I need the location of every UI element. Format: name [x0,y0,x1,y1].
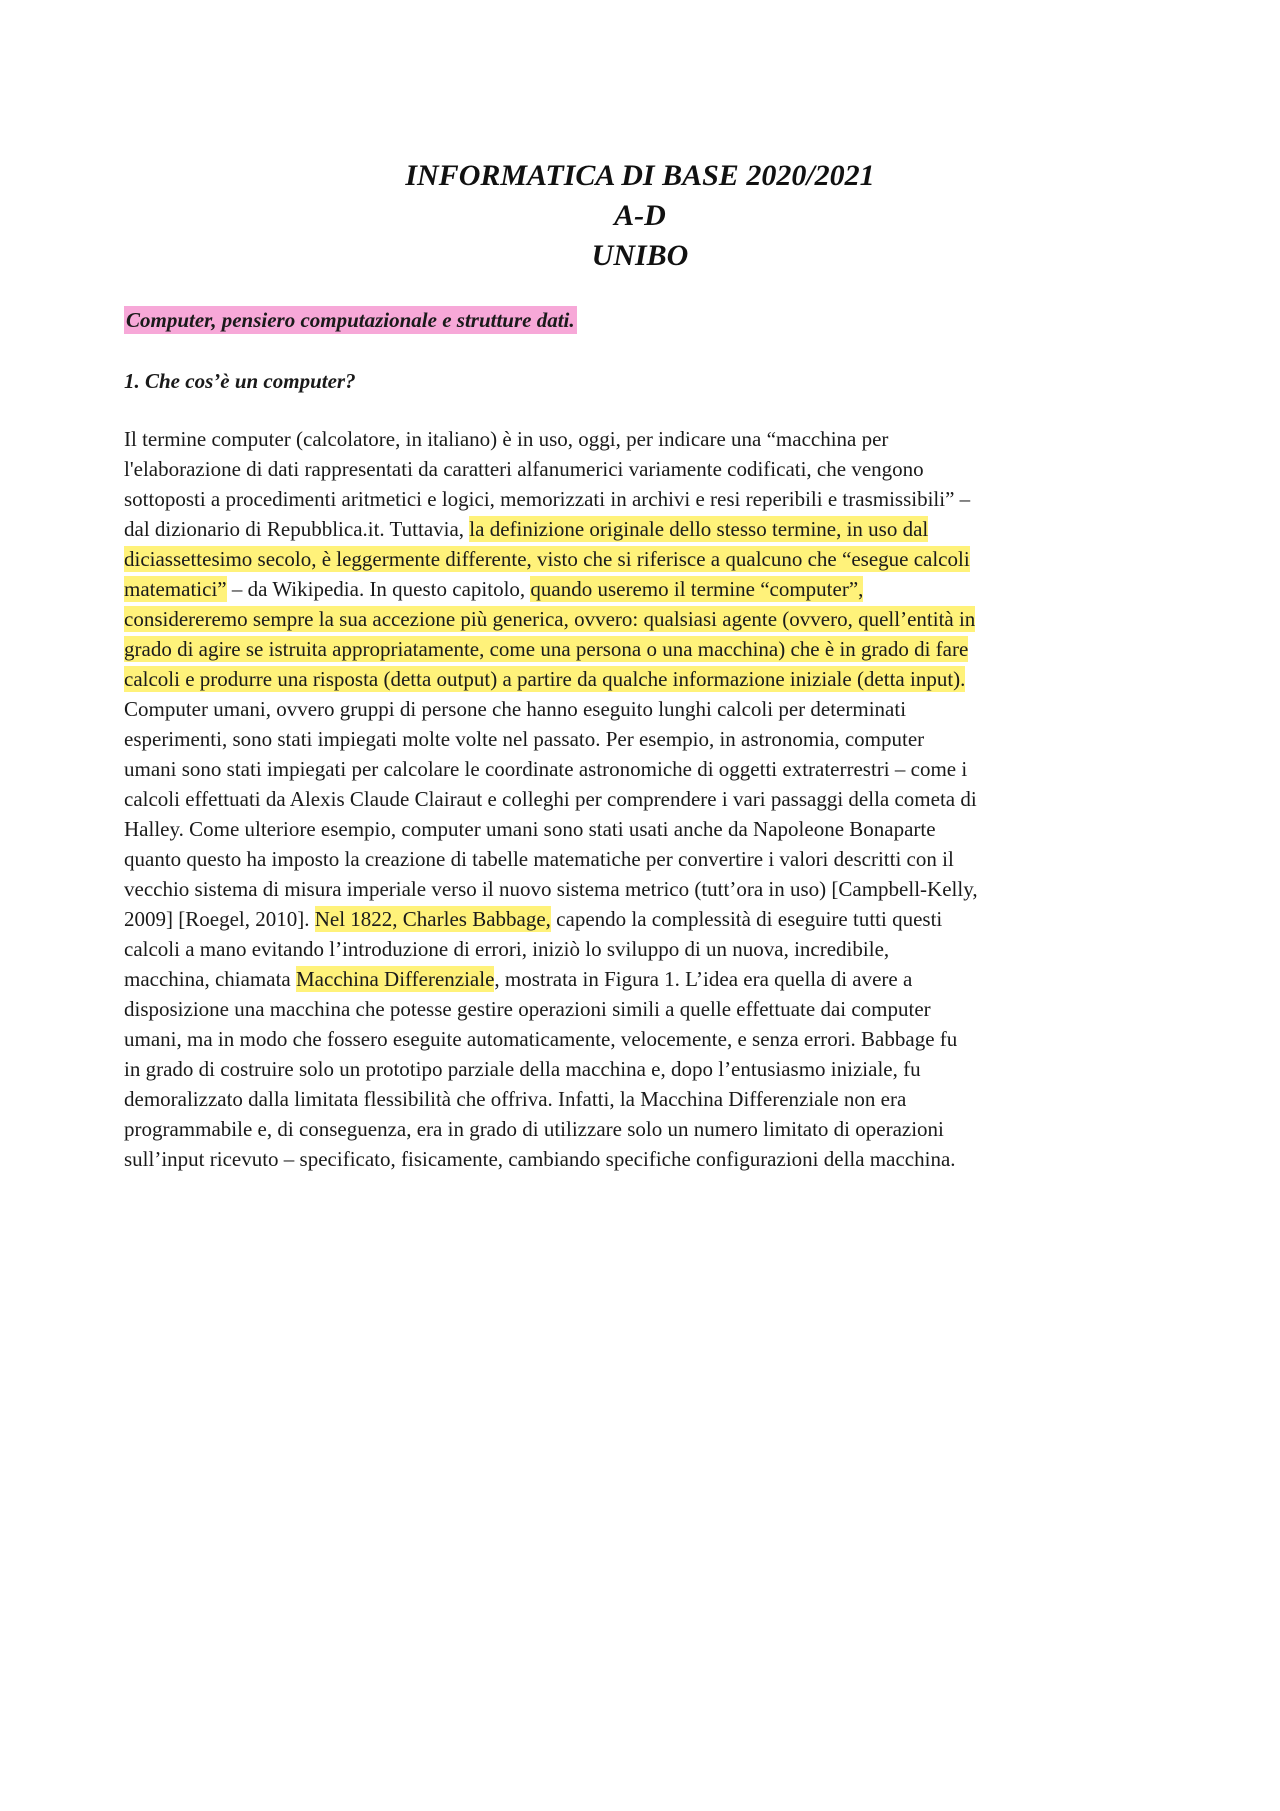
subheading: 1. Che cos’è un computer? [124,369,356,393]
text-run: esperimenti, sono stati impiegati molte volte nel passato. Per esempio, in astronomia, computer [124,727,925,751]
paragraph-line [124,1114,1164,1144]
paragraph-line [124,544,1164,574]
text-run: Computer umani, ovvero gruppi di persone che hanno eseguito lunghi calcoli per determinati [124,697,907,721]
body-paragraph [124,424,1164,1174]
paragraph-line [124,874,1164,904]
text-run: l'elaborazione di dati rappresentati da caratteri alfanumerici variamente codificati, che vengono [124,457,924,481]
text-run: sottoposti a procedimenti aritmetici e logici, memorizzati in archivi e resi reperibili e trasmissibili” – [124,487,971,511]
text-run: quanto questo ha imposto la creazione di tabelle matematiche per convertire i valori descritti con il [124,847,954,871]
text-run: Il termine computer (calcolatore, in italiano) è in uso, oggi, per indicare una “macchina per [124,427,889,451]
text-run: calcoli a mano evitando l’introduzione di errori, iniziò lo sviluppo di un nuova, incredibile, [124,937,890,961]
text-run: Halley. Come ulteriore esempio, computer umani sono stati usati anche da Napoleone Bonaparte [124,817,936,841]
text-run: – da Wikipedia. In questo capitolo, [226,577,531,601]
highlighted-text: calcoli e produrre una risposta (detta output) a partire da qualche informazione iniziale (detta input). [124,667,966,691]
highlighted-text: matematici” [124,577,227,601]
paragraph-line [124,664,1164,694]
highlighted-text: Macchina Differenziale [296,967,495,991]
paragraph-line [124,754,1164,784]
text-run: programmabile e, di conseguenza, era in grado di utilizzare solo un numero limitato di operazioni [124,1117,944,1141]
highlighted-text: considereremo sempre la sua accezione più generica, ovvero: qualsiasi agente (ovvero, quell’entità in [124,607,976,631]
paragraph-line [124,694,1164,724]
paragraph-line [124,454,1164,484]
paragraph-line [124,424,1164,454]
paragraph-line [124,994,1164,1024]
text-run: umani, ma in modo che fossero eseguite automaticamente, velocemente, e senza errori. Babbage fu [124,1027,958,1051]
section-heading [124,305,577,335]
paragraph-line [124,904,1164,934]
title-line-university: UNIBO [591,239,689,272]
paragraph-line [124,574,1164,604]
paragraph-line [124,1084,1164,1114]
paragraph-line [124,814,1164,844]
paragraph-line [124,634,1164,664]
paragraph-line [124,514,1164,544]
text-run: capendo la complessità di eseguire tutti questi [550,907,943,931]
highlighted-text: la definizione originale dello stesso termine, in uso dal [469,517,929,541]
text-run: dal dizionario di Repubblica.it. Tuttavia, [124,517,470,541]
paragraph-line [124,934,1164,964]
highlighted-text: Nel 1822, Charles Babbage, [314,907,551,931]
paragraph-line [124,1054,1164,1084]
text-run: vecchio sistema di misura imperiale verso il nuovo sistema metrico (tutt’ora in uso) [Campbell-Kelly, [124,877,978,901]
text-run: in grado di costruire solo un prototipo parziale della macchina e, dopo l’entusiasmo iniziale, fu [124,1057,921,1081]
text-run: , mostrata in Figura 1. L’idea era quella di avere a [494,967,913,991]
text-run: disposizione una macchina che potesse gestire operazioni simili a quelle effettuate dai computer [124,997,931,1021]
highlighted-text: diciassettesimo secolo, è leggermente differente, visto che si riferisce a qualcuno che “esegue calcoli [124,547,970,571]
text-run: macchina, chiamata [124,967,296,991]
section-heading-text: Computer, pensiero computazionale e strutture dati. [126,308,575,332]
paragraph-line [124,784,1164,814]
paragraph-line [124,484,1164,514]
text-run: 2009] [Roegel, 2010]. [124,907,315,931]
text-run: demoralizzato dalla limitata flessibilità che offriva. Infatti, la Macchina Differenziale non era [124,1087,907,1111]
paragraph-line [124,724,1164,754]
text-run: umani sono stati impiegati per calcolare le coordinate astronomiche di oggetti extraterrestri – come i [124,757,968,781]
title-line-group: A-D [614,199,666,232]
paragraph-line [124,1144,1164,1174]
paragraph-line [124,604,1164,634]
paragraph-line [124,964,1164,994]
text-run: calcoli effettuati da Alexis Claude Clairaut e colleghi per comprendere i vari passaggi della cometa di [124,787,977,811]
paragraph-line [124,844,1164,874]
document-title [0,156,1280,276]
highlighted-text: grado di agire se istruita appropriatamente, come una persona o una macchina) che è in grado di fare [124,637,969,661]
title-line-course: INFORMATICA DI BASE 2020/2021 [405,159,875,192]
paragraph-line [124,1024,1164,1054]
text-run: sull’input ricevuto – specificato, fisicamente, cambiando specifiche configurazioni della macchina. [124,1147,956,1171]
highlighted-text: quando useremo il termine “computer”, [530,577,864,601]
